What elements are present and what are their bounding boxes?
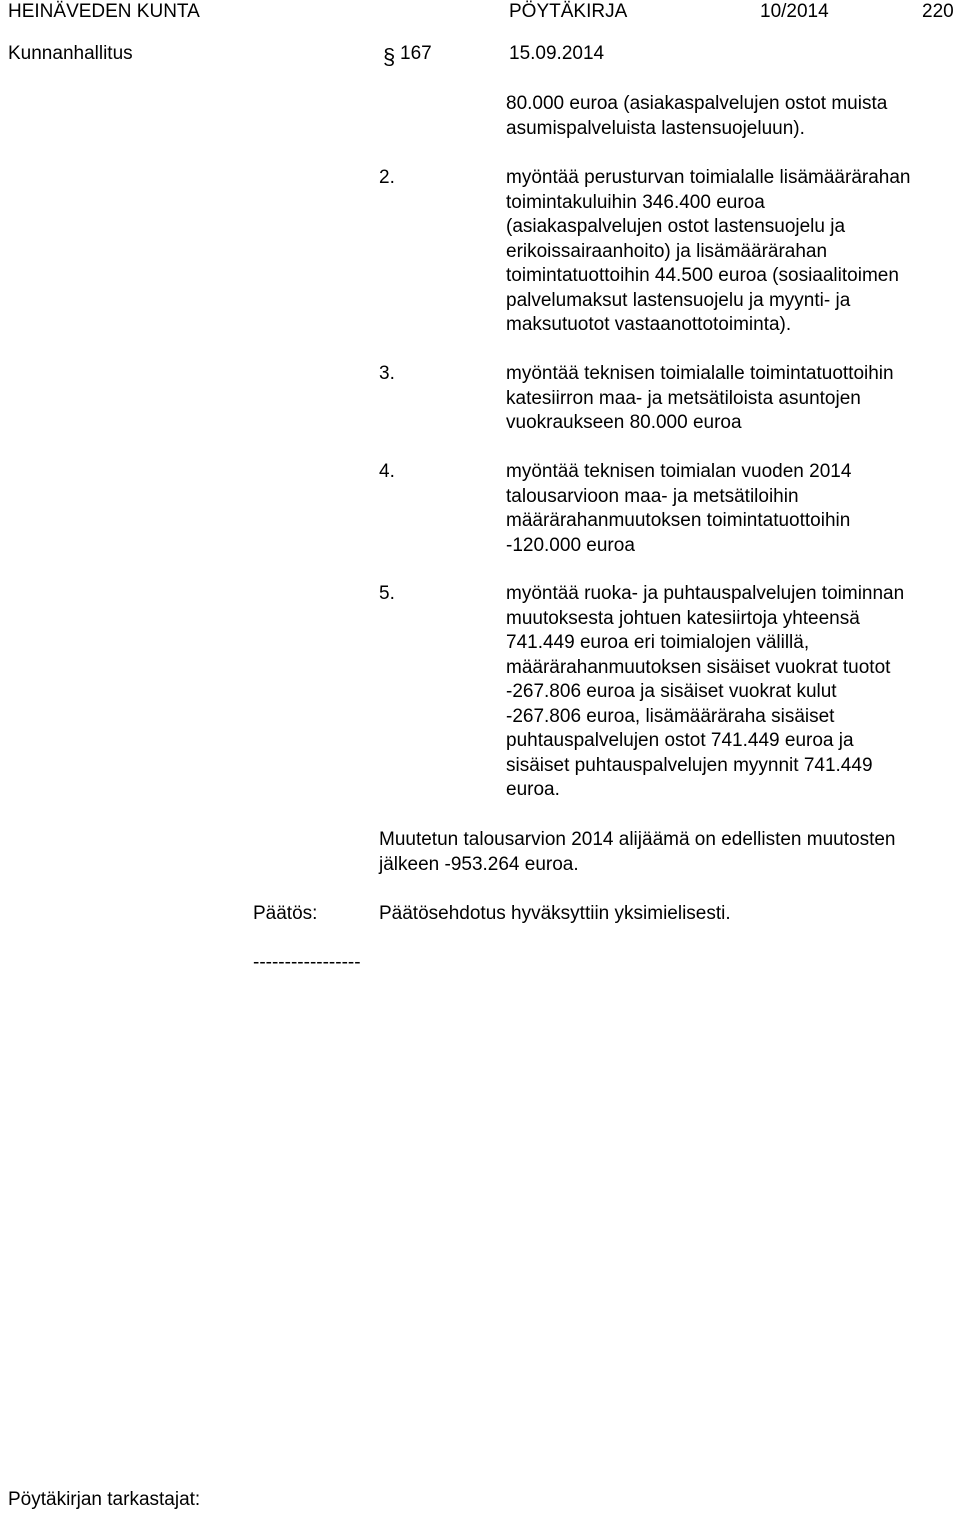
text-line: muutoksesta johtuen katesiirtoja yhteensä (506, 607, 860, 629)
text-line: euroa. (506, 779, 560, 800)
text-line: määrärahanmuutoksen toimintatuottoihin (506, 510, 851, 531)
item-text (506, 582, 904, 803)
item-text (506, 460, 851, 558)
text-line: toimintakuluihin 346.400 euroa (506, 191, 765, 213)
summary-paragraph (379, 828, 896, 877)
text-line: erikoissairaanhoito) ja lisämäärärahan (506, 240, 828, 262)
text-line: asumispalveluista lastensuojeluun). (506, 117, 805, 139)
text-line: myöntää teknisen toimialalle toimintatuottoihin (506, 363, 894, 384)
section-symbol: § (383, 44, 396, 69)
decision-label: Päätös: (253, 903, 318, 924)
meeting-date: 15.09.2014 (509, 43, 605, 64)
text-line: Muutetun talousarvion 2014 alijäämä on edellisten muutosten (379, 829, 896, 850)
decision-text: Päätösehdotus hyväksyttiin yksimielisesti. (379, 903, 731, 924)
issue-number: 10/2014 (760, 1, 829, 22)
text-line: -120.000 euroa (506, 534, 635, 556)
page-number: 220 (922, 1, 954, 22)
section-number: 167 (400, 43, 432, 64)
separator-line: ----------------- (253, 952, 361, 973)
intro-paragraph (506, 92, 887, 141)
text-line: -267.806 euroa, lisämääräraha sisäiset (506, 705, 835, 727)
item-number: 4. (379, 461, 395, 482)
text-line: toimintatuottoihin 44.500 euroa (sosiaalitoimen (506, 265, 899, 286)
text-line: myöntää ruoka- ja puhtauspalvelujen toiminnan (506, 583, 905, 604)
text-line: -267.806 euroa ja sisäiset vuokrat kulut (506, 681, 837, 702)
text-line: (asiakaspalvelujen ostot lastensuojelu ja (506, 216, 846, 237)
item-text (506, 362, 894, 436)
text-line: myöntää teknisen toimialan vuoden 2014 (506, 461, 852, 482)
governing-body: Kunnanhallitus (8, 43, 133, 64)
text-line: 741.449 euroa eri toimialojen välillä, (506, 632, 810, 653)
text-line: katesiirron maa- ja metsätiloista asuntojen (506, 387, 861, 409)
text-line: talousarvioon maa- ja metsätiloihin (506, 485, 799, 507)
text-line: maksutuotot vastaanottotoiminta). (506, 314, 792, 335)
item-number: 3. (379, 363, 395, 384)
text-line: määrärahanmuutoksen sisäiset vuokrat tuotot (506, 656, 891, 678)
text-line: palvelumaksut lastensuojelu ja myynti- ja (506, 289, 851, 311)
municipality-name: HEINÄVEDEN KUNTA (8, 1, 200, 22)
text-line: 80.000 euroa (asiakaspalvelujen ostot muista (506, 93, 888, 114)
item-text (506, 166, 910, 338)
item-number: 2. (379, 167, 395, 188)
text-line: puhtauspalvelujen ostot 741.449 euroa ja (506, 730, 854, 751)
item-number: 5. (379, 583, 395, 604)
text-line: myöntää perusturvan toimialalle lisämäärärahan (506, 167, 911, 188)
text-line: jälkeen -953.264 euroa. (379, 853, 579, 875)
text-line: sisäiset puhtauspalvelujen myynnit 741.449 (506, 754, 873, 776)
text-line: vuokraukseen 80.000 euroa (506, 412, 742, 433)
document-type: PÖYTÄKIRJA (509, 1, 628, 22)
footer-label: Pöytäkirjan tarkastajat: (8, 1489, 201, 1510)
